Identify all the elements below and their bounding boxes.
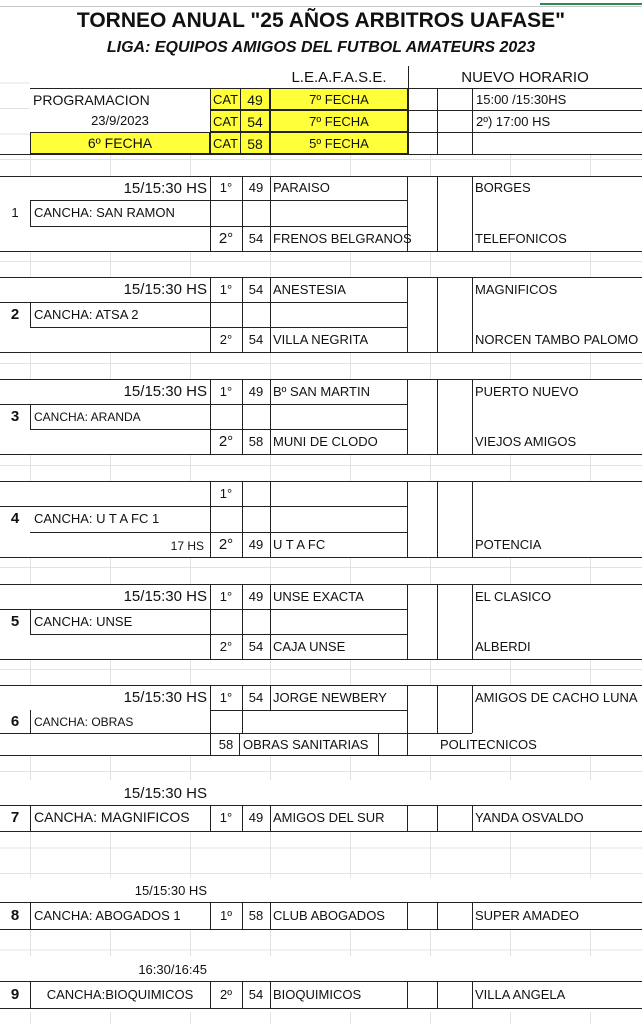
- match-cat: 49: [248, 589, 264, 604]
- home-team: ANESTESIA: [273, 282, 346, 297]
- cancha-number: 6: [10, 713, 20, 730]
- cancha-label: CANCHA: ATSA 2: [34, 307, 139, 322]
- away-team: VILLA ANGELA: [475, 987, 566, 1002]
- match-cat: 49: [248, 384, 264, 399]
- program-date: 23/9/2023: [91, 113, 149, 128]
- away-team: YANDA OSVALDO: [475, 810, 584, 825]
- cancha-label: CANCHA: OBRAS: [34, 715, 134, 729]
- fecha-value: 5º FECHA: [309, 136, 369, 151]
- match-cat: 49: [248, 810, 264, 825]
- match-order: 1°: [219, 690, 233, 705]
- home-team: BIOQUIMICOS: [273, 987, 362, 1002]
- away-team: NORCEN TAMBO PALOMO: [475, 332, 639, 347]
- cat-label: CAT: [212, 92, 239, 107]
- match-cat: 54: [248, 987, 264, 1002]
- home-team: CLUB ABOGADOS: [273, 908, 385, 923]
- match-order: 2°: [218, 536, 234, 553]
- away-team: BORGES: [475, 180, 531, 195]
- league-subtitle: LIGA: EQUIPOS AMIGOS DEL FUTBOL AMATEURS 2023: [106, 39, 536, 56]
- match-order: 2°: [218, 433, 234, 450]
- away-team: POTENCIA: [475, 537, 542, 552]
- match-time: 16:30/16:45: [138, 962, 207, 977]
- away-team: MAGNIFICOS: [475, 282, 558, 297]
- away-team: ALBERDI: [475, 639, 531, 654]
- home-team: MUNI DE CLODO: [273, 434, 378, 449]
- match-cat: 54: [248, 690, 264, 705]
- match-order: 1°: [219, 589, 233, 604]
- selection-indicator: [540, 3, 642, 5]
- away-team: TELEFONICOS: [475, 231, 567, 246]
- fecha-value: 7º FECHA: [309, 114, 369, 129]
- match-cat: 49: [248, 180, 264, 195]
- match-time: 15/15:30 HS: [123, 383, 207, 400]
- home-team: UNSE EXACTA: [273, 589, 364, 604]
- away-team: PUERTO NUEVO: [475, 384, 579, 399]
- home-team: OBRAS SANITARIAS: [243, 737, 369, 752]
- match-cat: 58: [248, 908, 264, 923]
- cancha-label: CANCHA: ABOGADOS 1: [34, 908, 181, 923]
- cancha-number: 9: [10, 986, 20, 1003]
- cancha-label: CANCHA: UNSE: [34, 614, 133, 629]
- match-cat: 58: [218, 737, 234, 752]
- match-order: 1°: [219, 486, 233, 501]
- match-cat: 58: [248, 434, 264, 449]
- match-time: 15/15:30 HS: [123, 588, 207, 605]
- away-team: POLITECNICOS: [440, 737, 537, 752]
- cancha-label: CANCHA: ARANDA: [34, 410, 141, 424]
- cat-value: 54: [247, 114, 263, 130]
- cancha-number: 4: [10, 510, 20, 527]
- home-team: JORGE NEWBERY: [273, 690, 387, 705]
- league-name: L.E.A.F.A.S.E.: [291, 69, 387, 86]
- programacion-label: PROGRAMACION: [33, 92, 150, 108]
- horario-value: 15:00 /15:30HS: [476, 92, 567, 107]
- home-team: CAJA UNSE: [273, 639, 346, 654]
- cat-value: 58: [247, 136, 263, 152]
- match-time: 15/15:30 HS: [123, 689, 207, 706]
- match-time: 15/15:30 HS: [134, 883, 207, 898]
- cat-label: CAT: [212, 136, 239, 151]
- horario-value: 2º) 17:00 HS: [476, 114, 551, 129]
- match-order: 2°: [219, 332, 233, 347]
- match-order: 1°: [219, 282, 233, 297]
- match-order: 1°: [219, 384, 233, 399]
- home-team: VILLA NEGRITA: [273, 332, 369, 347]
- away-team: EL CLASICO: [475, 589, 552, 604]
- away-team: AMIGOS DE CACHO LUNA: [475, 690, 638, 705]
- match-cat: 54: [248, 332, 264, 347]
- match-time: 15/15:30 HS: [123, 785, 207, 802]
- fecha-value: 7º FECHA: [309, 92, 369, 107]
- cancha-label: CANCHA:BIOQUIMICOS: [46, 987, 194, 1002]
- page-title: TORNEO ANUAL "25 AÑOS ARBITROS UAFASE": [76, 9, 566, 32]
- match-cat: 54: [248, 282, 264, 297]
- cancha-label: CANCHA: MAGNIFICOS: [34, 809, 190, 825]
- away-team: VIEJOS AMIGOS: [475, 434, 577, 449]
- match-time: 15/15:30 HS: [123, 180, 207, 197]
- match-cat: 54: [248, 231, 264, 246]
- cat-label: CAT: [212, 114, 239, 129]
- match-order: 1°: [219, 180, 233, 195]
- home-team: Bº SAN MARTIN: [273, 384, 370, 399]
- cancha-number: 8: [10, 907, 20, 924]
- match-order: 2°: [219, 639, 233, 654]
- cat-value: 49: [247, 92, 263, 108]
- fecha-label: 6º FECHA: [87, 135, 153, 151]
- home-team: FRENOS BELGRANOS: [273, 231, 412, 246]
- match-order: 1°: [219, 810, 233, 825]
- match-cat: 54: [248, 639, 264, 654]
- cancha-number: 2: [10, 306, 20, 323]
- cancha-label: CANCHA: U T A FC 1: [34, 511, 160, 526]
- match-order: 1º: [220, 908, 232, 923]
- home-team: AMIGOS DEL SUR: [273, 810, 385, 825]
- cancha-number: 1: [11, 205, 19, 220]
- match-time: 15/15:30 HS: [123, 281, 207, 298]
- home-team: PARAISO: [273, 180, 330, 195]
- cancha-label: CANCHA: SAN RAMON: [34, 205, 175, 220]
- match-cat: 49: [248, 537, 264, 552]
- home-team: U T A FC: [273, 537, 326, 552]
- cancha-number: 5: [10, 613, 20, 630]
- away-team: SUPER AMADEO: [475, 908, 580, 923]
- match-order: 2º: [220, 987, 232, 1002]
- match-time: 17 HS: [170, 539, 204, 553]
- cancha-number: 7: [10, 809, 20, 826]
- match-order: 2°: [218, 230, 234, 247]
- new-schedule-header: NUEVO HORARIO: [461, 69, 589, 86]
- cancha-number: 3: [10, 408, 20, 425]
